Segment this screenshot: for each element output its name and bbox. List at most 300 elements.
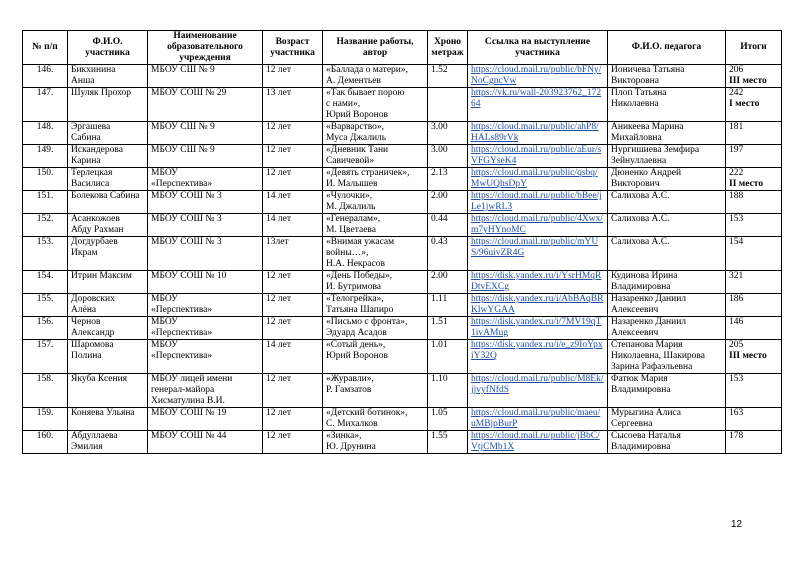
cell-line: Якуба Ксения <box>71 374 128 384</box>
participant-name <box>68 374 148 408</box>
duration: 1.10 <box>428 374 468 408</box>
cell-line: Болекова Сабина <box>71 191 140 201</box>
cell-line: Владимировна <box>611 442 671 452</box>
cell-line: Назаренко Даниил <box>611 294 687 304</box>
result <box>726 431 782 454</box>
participant-name <box>68 237 148 271</box>
row-number: 159. <box>23 408 68 431</box>
work-title <box>323 168 428 191</box>
header-participant-name: Ф.И.О. участника <box>68 31 148 65</box>
participant-age: 12 лет <box>263 374 323 408</box>
duration: 2.00 <box>428 271 468 294</box>
result <box>726 65 782 88</box>
cell-line: Назаренко Даниил <box>611 317 687 327</box>
score: 242 <box>729 88 744 98</box>
teacher-name <box>608 191 726 214</box>
row-number: 151. <box>23 191 68 214</box>
cell-line: Алексеевич <box>611 328 659 338</box>
cell-line: «Чулочки», <box>326 191 373 201</box>
school-name <box>148 294 263 317</box>
table-row <box>23 431 782 454</box>
participant-age: 12 лет <box>263 431 323 454</box>
participant-name <box>68 65 148 88</box>
participant-name <box>68 145 148 168</box>
table-row <box>23 374 782 408</box>
table-row <box>23 237 782 271</box>
cell-line: Викторовна <box>611 76 659 86</box>
performance-link[interactable]: https://cloud.mail.ru/public/mYUS/96uivZR4G <box>471 237 599 258</box>
duration: 3.00 <box>428 145 468 168</box>
score: 186 <box>729 294 744 304</box>
cell-line: «Перспектива» <box>151 351 213 361</box>
cell-line: Савичевой» <box>326 156 375 166</box>
duration: 3.00 <box>428 122 468 145</box>
cell-line: «Перспектива» <box>151 179 213 189</box>
header-number: № п/п <box>23 31 68 65</box>
place-label: II место <box>729 179 764 189</box>
cell-line: «Так бывает порою <box>326 88 405 98</box>
cell-line: Икрам <box>71 248 98 258</box>
score: 197 <box>729 145 744 155</box>
cell-line: МБОУ <box>151 317 178 327</box>
performance-link[interactable]: https://cloud.mail.ru/public/ahP8/HALs89rVk <box>471 122 599 143</box>
participant-name <box>68 214 148 237</box>
teacher-name <box>608 408 726 431</box>
participant-age: 14 лет <box>263 191 323 214</box>
cell-line: войны…», <box>326 248 369 258</box>
work-title <box>323 431 428 454</box>
cell-line: Николаевна <box>611 99 659 109</box>
result <box>726 88 782 122</box>
cell-line: Абдуллаева <box>71 431 118 441</box>
cell-line: Шуляк Прохор <box>71 88 132 98</box>
teacher-name <box>608 340 726 374</box>
result <box>726 317 782 340</box>
work-title <box>323 317 428 340</box>
cell-line: МБОУ СОШ № 29 <box>151 88 227 98</box>
score: 205 <box>729 340 744 350</box>
school-name <box>148 374 263 408</box>
score: 146 <box>729 317 744 327</box>
score: 321 <box>729 271 744 281</box>
performance-link-cell <box>468 294 608 317</box>
cell-line: Абду Рахман <box>71 225 124 235</box>
cell-line: МБОУ СОШ № 3 <box>151 237 222 247</box>
performance-link-cell <box>468 340 608 374</box>
duration: 1.05 <box>428 408 468 431</box>
cell-line: МБОУ СШ № 9 <box>151 122 215 132</box>
cell-line: МБОУ <box>151 294 178 304</box>
work-title <box>323 271 428 294</box>
teacher-name <box>608 431 726 454</box>
cell-line: Михайловна <box>611 133 662 143</box>
school-name <box>148 65 263 88</box>
row-number: 153. <box>23 237 68 271</box>
row-number: 150. <box>23 168 68 191</box>
cell-line: Дюненко Андрей <box>611 168 682 178</box>
row-number: 157. <box>23 340 68 374</box>
row-number: 149. <box>23 145 68 168</box>
performance-link[interactable]: https://cloud.mail.ru/public/qsbq/MwUQhsDpY <box>471 168 598 189</box>
row-number: 158. <box>23 374 68 408</box>
result <box>726 294 782 317</box>
performance-link[interactable]: https://disk.yandex.ru/i/YsrHMqRDtvEXCg <box>471 271 602 292</box>
cell-line: МБОУ СОШ № 3 <box>151 214 222 224</box>
cell-line: И. Бутримова <box>326 282 382 292</box>
cell-line: Эмилия <box>71 442 103 452</box>
cell-line: Алексеевич <box>611 305 659 315</box>
participant-age: 12 лет <box>263 145 323 168</box>
header-duration: Хроно метраж <box>428 31 468 65</box>
performance-link-cell <box>468 145 608 168</box>
participant-age: 12 лет <box>263 122 323 145</box>
cell-line: Асанкожоев <box>71 214 120 224</box>
performance-link-cell <box>468 214 608 237</box>
cell-line: Александр <box>71 328 115 338</box>
teacher-name <box>608 122 726 145</box>
performance-link[interactable]: https://cloud.mail.ru/public/bFNy/NoCgncVw <box>471 65 602 86</box>
result <box>726 408 782 431</box>
teacher-name <box>608 374 726 408</box>
performance-link[interactable]: https://disk.yandex.ru/i/e_z9IoYpxiY32Q <box>471 340 603 361</box>
school-name <box>148 145 263 168</box>
results-table <box>22 30 782 454</box>
cell-line: Шаромова <box>71 340 114 350</box>
header-work: Название работы, автор <box>323 31 428 65</box>
cell-line: «Баллада о матери», <box>326 65 408 75</box>
cell-line: Алёна <box>71 305 97 315</box>
cell-line: Плоп Татьяна <box>611 88 667 98</box>
cell-line: Сабина <box>71 133 101 143</box>
teacher-name <box>608 168 726 191</box>
cell-line: Догдурбаев <box>71 237 118 247</box>
cell-line: М. Джалиль <box>326 202 376 212</box>
result <box>726 237 782 271</box>
cell-line: Викторович <box>611 179 660 189</box>
cell-line: Эдуард Асадов <box>326 328 387 338</box>
school-name <box>148 271 263 294</box>
teacher-name <box>608 65 726 88</box>
work-title <box>323 214 428 237</box>
place-label: III место <box>729 76 767 86</box>
cell-line: Николаевна, Шакирова <box>611 351 705 361</box>
row-number: 154. <box>23 271 68 294</box>
cell-line: МБОУ СОШ № 10 <box>151 271 227 281</box>
duration: 2.00 <box>428 191 468 214</box>
cell-line: «День Победы», <box>326 271 393 281</box>
result <box>726 340 782 374</box>
cell-line: Н.А. Некрасов <box>326 259 385 269</box>
cell-line: Сысоева Наталья <box>611 431 681 441</box>
participant-name <box>68 122 148 145</box>
result <box>726 168 782 191</box>
cell-line: Юрий Воронов <box>326 351 388 361</box>
result <box>726 191 782 214</box>
participant-age: 13лет <box>263 237 323 271</box>
participant-age: 14 лет <box>263 214 323 237</box>
score: 222 <box>729 168 744 178</box>
cell-line: «Генералам», <box>326 214 381 224</box>
participant-age: 14 лет <box>263 340 323 374</box>
cell-line: с нами», <box>326 99 361 109</box>
header-age: Возраст участника <box>263 31 323 65</box>
cell-line: Бикхинина <box>71 65 116 75</box>
work-title <box>323 237 428 271</box>
score: 188 <box>729 191 744 201</box>
duration: 0.43 <box>428 237 468 271</box>
cell-line: «Письмо с фронта», <box>326 317 408 327</box>
performance-link[interactable]: https://cloud.mail.ru/public/bBee/jLe1jwRL3 <box>471 191 602 212</box>
header-row <box>23 31 782 65</box>
cell-line: Полина <box>71 351 102 361</box>
table-row <box>23 122 782 145</box>
cell-line: Коняева Ульяна <box>71 408 135 418</box>
cell-line: «Сотый день», <box>326 340 386 350</box>
work-title <box>323 122 428 145</box>
cell-line: Нургишиева Земфира <box>611 145 700 155</box>
row-number: 147. <box>23 88 68 122</box>
cell-line: Степанова Мария <box>611 340 683 350</box>
cell-line: «Перспектива» <box>151 328 213 338</box>
table-row <box>23 65 782 88</box>
cell-line: Салихова А.С. <box>611 214 670 224</box>
table-row <box>23 271 782 294</box>
cell-line: МБОУ <box>151 340 178 350</box>
cell-line: Ионичева Татьяна <box>611 65 685 75</box>
cell-line: МБОУ СОШ № 44 <box>151 431 227 441</box>
cell-line: МБОУ <box>151 168 178 178</box>
row-number: 155. <box>23 294 68 317</box>
school-name <box>148 191 263 214</box>
cell-line: Владимировна <box>611 282 671 292</box>
performance-link-cell <box>468 65 608 88</box>
table-row <box>23 88 782 122</box>
cell-line: Салихова А.С. <box>611 237 670 247</box>
place-label: I место <box>729 99 760 109</box>
cell-line: А. Дементьев <box>326 76 381 86</box>
cell-line: Сергеевна <box>611 419 653 429</box>
performance-link[interactable]: https://cloud.mail.ru/public/jBbC/VtjCMb1X <box>471 431 600 452</box>
cell-line: И. Малышев <box>326 179 378 189</box>
cell-line: Чернов <box>71 317 101 327</box>
score: 153 <box>729 374 744 384</box>
work-title <box>323 294 428 317</box>
cell-line: генерал-майора <box>151 385 215 395</box>
work-title <box>323 374 428 408</box>
cell-line: «Журавли», <box>326 374 374 384</box>
participant-name <box>68 168 148 191</box>
table-row <box>23 191 782 214</box>
performance-link[interactable]: https://disk.yandex.ru/i/AbBAqBRKlwYGAA <box>471 294 604 315</box>
teacher-name <box>608 214 726 237</box>
duration: 1.52 <box>428 65 468 88</box>
participant-name <box>68 431 148 454</box>
participant-age: 12 лет <box>263 271 323 294</box>
cell-line: МБОУ СШ № 9 <box>151 145 215 155</box>
table-row <box>23 408 782 431</box>
school-name <box>148 340 263 374</box>
result <box>726 145 782 168</box>
cell-line: Зарина Рафаэльевна <box>611 362 693 372</box>
cell-line: «Зинка», <box>326 431 362 441</box>
performance-link-cell <box>468 408 608 431</box>
performance-link[interactable]: https://cloud.mail.ru/public/4Xwx/m7yHYnoMC <box>471 214 603 235</box>
cell-line: «Внимая ужасам <box>326 237 395 247</box>
table-row <box>23 168 782 191</box>
cell-line: Зейнуллаевна <box>611 156 667 166</box>
cell-line: Юрий Воронов <box>326 110 388 120</box>
result <box>726 122 782 145</box>
result <box>726 271 782 294</box>
cell-line: Фатюк Мария <box>611 374 668 384</box>
page-number: 12 <box>731 519 743 530</box>
cell-line: «Детский ботинок», <box>326 408 408 418</box>
duration <box>428 88 468 122</box>
place-label: III место <box>729 351 767 361</box>
participant-age: 12 лет <box>263 168 323 191</box>
participant-age: 12 лет <box>263 65 323 88</box>
work-title <box>323 408 428 431</box>
duration: 1.55 <box>428 431 468 454</box>
participant-age: 12 лет <box>263 317 323 340</box>
table-row <box>23 317 782 340</box>
performance-link[interactable]: https://cloud.mail.ru/public/M8Ek/jjvyfNfdS <box>471 374 604 395</box>
cell-line: Эргашева <box>71 122 111 132</box>
table-row <box>23 294 782 317</box>
cell-line: «Варварство», <box>326 122 385 132</box>
performance-link-cell <box>468 431 608 454</box>
teacher-name <box>608 237 726 271</box>
performance-link[interactable]: https://cloud.mail.ru/public/aEur/sVFGYseK4 <box>471 145 602 166</box>
cell-line: МБОУ СОШ № 3 <box>151 191 222 201</box>
participant-name <box>68 408 148 431</box>
cell-line: МБОУ СОШ № 19 <box>151 408 227 418</box>
school-name <box>148 431 263 454</box>
teacher-name <box>608 317 726 340</box>
school-name <box>148 214 263 237</box>
participant-name <box>68 88 148 122</box>
score: 206 <box>729 65 744 75</box>
cell-line: Ю. Друнина <box>326 442 376 452</box>
performance-link[interactable]: https://cloud.mail.ru/public/maeu/uMBjpBurP <box>471 408 601 429</box>
header-result: Итоги <box>726 31 782 65</box>
cell-line: Владимировна <box>611 385 671 395</box>
cell-line: Хисматулина В.И. <box>151 396 225 406</box>
row-number: 156. <box>23 317 68 340</box>
cell-line: Салихова А.С. <box>611 191 670 201</box>
participant-age: 12 лет <box>263 294 323 317</box>
work-title <box>323 191 428 214</box>
header-school: Наименование образовательного учреждения <box>148 31 263 65</box>
work-title <box>323 88 428 122</box>
cell-line: Терлецкая <box>71 168 113 178</box>
header-teacher: Ф.И.О. педагога <box>608 31 726 65</box>
performance-link-cell <box>468 317 608 340</box>
cell-line: МБОУ лицей имени <box>151 374 233 384</box>
performance-link-cell <box>468 271 608 294</box>
performance-link-cell <box>468 191 608 214</box>
performance-link[interactable]: https://vk.ru/wall-203923762_17264 <box>471 88 602 109</box>
participant-name <box>68 271 148 294</box>
score: 154 <box>729 237 744 247</box>
cell-line: Карина <box>71 156 101 166</box>
participant-name <box>68 317 148 340</box>
performance-link-cell <box>468 168 608 191</box>
duration: 1.11 <box>428 294 468 317</box>
row-number: 160. <box>23 431 68 454</box>
duration: 1.51 <box>428 317 468 340</box>
cell-line: Мурыгина Алиса <box>611 408 681 418</box>
score: 181 <box>729 122 744 132</box>
result <box>726 214 782 237</box>
performance-link-cell <box>468 88 608 122</box>
result <box>726 374 782 408</box>
row-number: 152. <box>23 214 68 237</box>
school-name <box>148 408 263 431</box>
participant-name <box>68 191 148 214</box>
row-number: 148. <box>23 122 68 145</box>
table-row <box>23 214 782 237</box>
teacher-name <box>608 294 726 317</box>
performance-link-cell <box>468 237 608 271</box>
cell-line: «Перспектива» <box>151 305 213 315</box>
teacher-name <box>608 145 726 168</box>
cell-line: «Телогрейка», <box>326 294 384 304</box>
cell-line: Муса Джалиль <box>326 133 387 143</box>
cell-line: «Девять страничек», <box>326 168 410 178</box>
cell-line: МБОУ СШ № 9 <box>151 65 215 75</box>
cell-line: «Дневник Тани <box>326 145 389 155</box>
header-link: Ссылка на выступление участника <box>468 31 608 65</box>
participant-age: 13 лет <box>263 88 323 122</box>
cell-line: Искандерова <box>71 145 123 155</box>
school-name <box>148 122 263 145</box>
teacher-name <box>608 88 726 122</box>
score: 153 <box>729 214 744 224</box>
performance-link-cell <box>468 122 608 145</box>
performance-link-cell <box>468 374 608 408</box>
row-number: 146. <box>23 65 68 88</box>
cell-line: Доровских <box>71 294 115 304</box>
table-row <box>23 145 782 168</box>
score: 178 <box>729 431 744 441</box>
participant-age: 12 лет <box>263 408 323 431</box>
performance-link[interactable]: https://disk.yandex.ru/i/7MV19qT1ivAMug <box>471 317 602 338</box>
cell-line: Р. Гамзатов <box>326 385 372 395</box>
work-title <box>323 145 428 168</box>
participant-name <box>68 294 148 317</box>
cell-line: Кудинова Ирина <box>611 271 678 281</box>
work-title <box>323 340 428 374</box>
cell-line: М. Цветаева <box>326 225 376 235</box>
cell-line: Анша <box>71 76 95 86</box>
school-name <box>148 88 263 122</box>
cell-line: Аникеева Марина <box>611 122 684 132</box>
duration: 2.13 <box>428 168 468 191</box>
work-title <box>323 65 428 88</box>
score: 163 <box>729 408 744 418</box>
table-row <box>23 340 782 374</box>
cell-line: Татьяна Шапиро <box>326 305 394 315</box>
school-name <box>148 168 263 191</box>
participant-name <box>68 340 148 374</box>
duration: 1.01 <box>428 340 468 374</box>
school-name <box>148 317 263 340</box>
duration: 0.44 <box>428 214 468 237</box>
cell-line: С. Михалков <box>326 419 378 429</box>
school-name <box>148 237 263 271</box>
cell-line: Василиса <box>71 179 110 189</box>
